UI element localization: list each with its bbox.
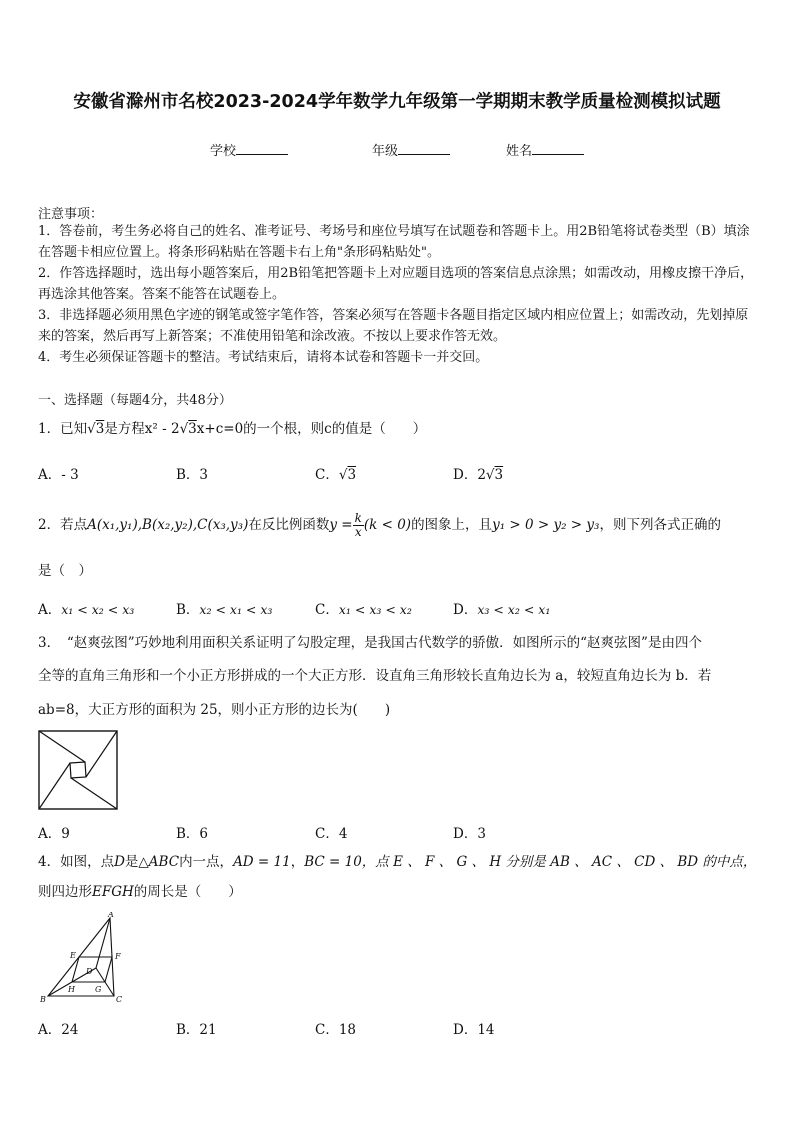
label-e: E [70, 951, 76, 960]
question-2-stem [38, 512, 758, 539]
q1-text: 1．已知 [38, 421, 88, 437]
q2-option-a-label: A． [38, 602, 62, 618]
question-3-line: ab=8，大正方形的面积为 25，则小正方形的边长为( ) [38, 702, 391, 718]
q1-radicand: 3 [188, 421, 197, 437]
sqrt-symbol: √ [87, 421, 96, 437]
q4-triangle: △ABC [138, 854, 180, 870]
q2-text: 在反比例函数 [248, 517, 330, 533]
q4-text: 是 [124, 854, 139, 870]
note-item: 4．考生必须保证答题卡的整洁。考试结束后，请将本试卷和答题卡一并交回。 [38, 350, 489, 365]
q1-text: 是方程x² - 2 [104, 421, 180, 437]
q2-inequality: y₁ > 0 > y₂ > y₃ [492, 517, 600, 533]
name-label: 姓名 [506, 144, 533, 159]
name-field [506, 140, 584, 159]
q2-option-b-math: x₂ < x₁ < x₃ [199, 602, 273, 617]
school-field [210, 140, 288, 159]
q2-option-b [176, 598, 272, 618]
q1-text: x+c=0的一个根，则c的值是（ ） [196, 421, 427, 437]
label-g: G [95, 985, 102, 994]
note-item: 1．答卷前，考生务必将自己的姓名、准考证号、考场号和座位号填写在试题卷和答题卡上。用2B铅笔将试卷类型（B）填涂在答题卡相应位置上。将条形码粘贴在答题卡右上角"条形码粘贴处"。 [38, 224, 750, 260]
q4-quad: EFGH [92, 884, 134, 900]
q2-option-c [315, 598, 412, 618]
q2-option-b-label: B． [176, 602, 200, 618]
triangle-midpoint-diagram [38, 912, 134, 1006]
q4-option-d: D．14 [453, 1022, 495, 1038]
q2-option-a-math: x₁ < x₂ < x₃ [61, 602, 135, 617]
q4-option-b: B．21 [176, 1022, 217, 1038]
question-1-stem [38, 419, 758, 439]
q2-text: ，则下列各式正确的 [599, 517, 721, 533]
name-blank [532, 142, 584, 155]
q1-option-c-label: C． [315, 467, 339, 483]
q4-option-a: A．24 [38, 1022, 79, 1038]
q4-text: 的周长是（ ） [133, 884, 242, 900]
question-2-stem-line2: 是（ ） [38, 563, 92, 579]
q2-func-lhs: y = [329, 517, 353, 533]
label-f: F [115, 952, 121, 961]
notes-heading: 注意事项： [38, 207, 104, 222]
q2-text: 2．若点 [38, 517, 88, 533]
q2-func-cond: (k < 0) [363, 517, 412, 533]
label-b: B [40, 995, 46, 1004]
question-3-line: 3． “赵爽弦图”巧妙地利用面积关系证明了勾股定理，是我国古代数学的骄傲．如图所示的“赵爽弦图”是由四个 [38, 635, 702, 651]
exam-title: 安徽省滁州市名校2023-2024学年数学九年级第一学期期末教学质量检测模拟试题 [73, 92, 721, 112]
q3-option-a: A．9 [38, 826, 70, 842]
q2-option-c-math: x₁ < x₃ < x₂ [338, 602, 412, 617]
grade-field [372, 140, 450, 159]
q2-option-d-label: D． [453, 602, 478, 618]
question-4-line1 [38, 852, 758, 872]
label-d: D [86, 967, 93, 976]
q2-points: A(x₁,y₁),B(x₂,y₂),C(x₃,y₃) [87, 517, 249, 533]
q4-text: ， [290, 854, 305, 870]
q2-option-d [453, 598, 550, 618]
q1-option-c-radicand: 3 [347, 467, 357, 483]
sqrt-symbol: √ [485, 467, 495, 483]
q1-option-d-radicand: 3 [494, 467, 504, 483]
q4-ad: AD = 11 [233, 854, 291, 870]
q2-option-c-label: C． [315, 602, 339, 618]
school-blank [236, 142, 288, 155]
note-item: 2．作答选择题时，选出每小题答案后，用2B铅笔把答题卡上对应题目选项的答案信息点涂黑；如需改动，用橡皮擦干净后，再选涂其他答案。答案不能答在试题卷上。 [38, 266, 754, 302]
q3-option-c: C．4 [315, 826, 348, 842]
q2-text: 的图象上，且 [411, 517, 493, 533]
q4-text: 4．如图，点 [38, 854, 115, 870]
section-heading: 一、选择题（每题4分，共48分） [38, 393, 232, 408]
q1-option-d [453, 463, 503, 483]
question-3-line: 全等的直角三角形和一个小正方形拼成的一个大正方形．设直角三角形较长直角边长为 a，较短直角边长为 b．若 [38, 668, 712, 684]
q4-text: 内一点， [179, 854, 234, 870]
q4-option-c: C．18 [315, 1022, 357, 1038]
q2-frac-num: k [354, 511, 362, 525]
note-item: 3．非选择题必须用黑色字迹的钢笔或签字笔作答，答案必须写在答题卡各题目指定区域内相应位置上；如需改动，先划掉原来的答案，然后再写上新答案；不准使用铅笔和涂改液。不按以上要求作答无效。 [38, 308, 749, 344]
q2-frac-den: x [354, 525, 362, 539]
grade-blank [398, 142, 450, 155]
zhao-shuang-diagram [38, 730, 118, 810]
q1-option-b: B．3 [176, 467, 209, 483]
q1-option-c [315, 463, 356, 483]
q4-text: 则四边形 [38, 884, 92, 900]
q4-point-d: D [114, 854, 125, 870]
q1-option-d-label: D．2 [453, 467, 486, 483]
q4-midpoints: ，点 E 、 F 、 G 、 H 分别是 AB 、 AC 、 CD 、 BD 的中点， [361, 854, 757, 870]
q2-option-a [38, 598, 134, 618]
q1-option-a: A．- 3 [38, 467, 79, 483]
question-4-line2 [38, 882, 758, 902]
q3-option-b: B．6 [176, 826, 209, 842]
q2-option-d-math: x₃ < x₂ < x₁ [477, 602, 551, 617]
q4-bc: BC = 10 [304, 854, 362, 870]
label-h: H [68, 985, 75, 994]
q3-option-d: D．3 [453, 826, 486, 842]
label-c: C [116, 995, 123, 1004]
q2-fraction [353, 512, 364, 539]
grade-label: 年级 [372, 144, 399, 159]
sqrt-symbol: √ [179, 421, 189, 437]
school-label: 学校 [210, 144, 237, 159]
sqrt-symbol: √ [338, 467, 348, 483]
q1-radicand: 3 [95, 421, 105, 437]
label-a: A [108, 912, 114, 919]
